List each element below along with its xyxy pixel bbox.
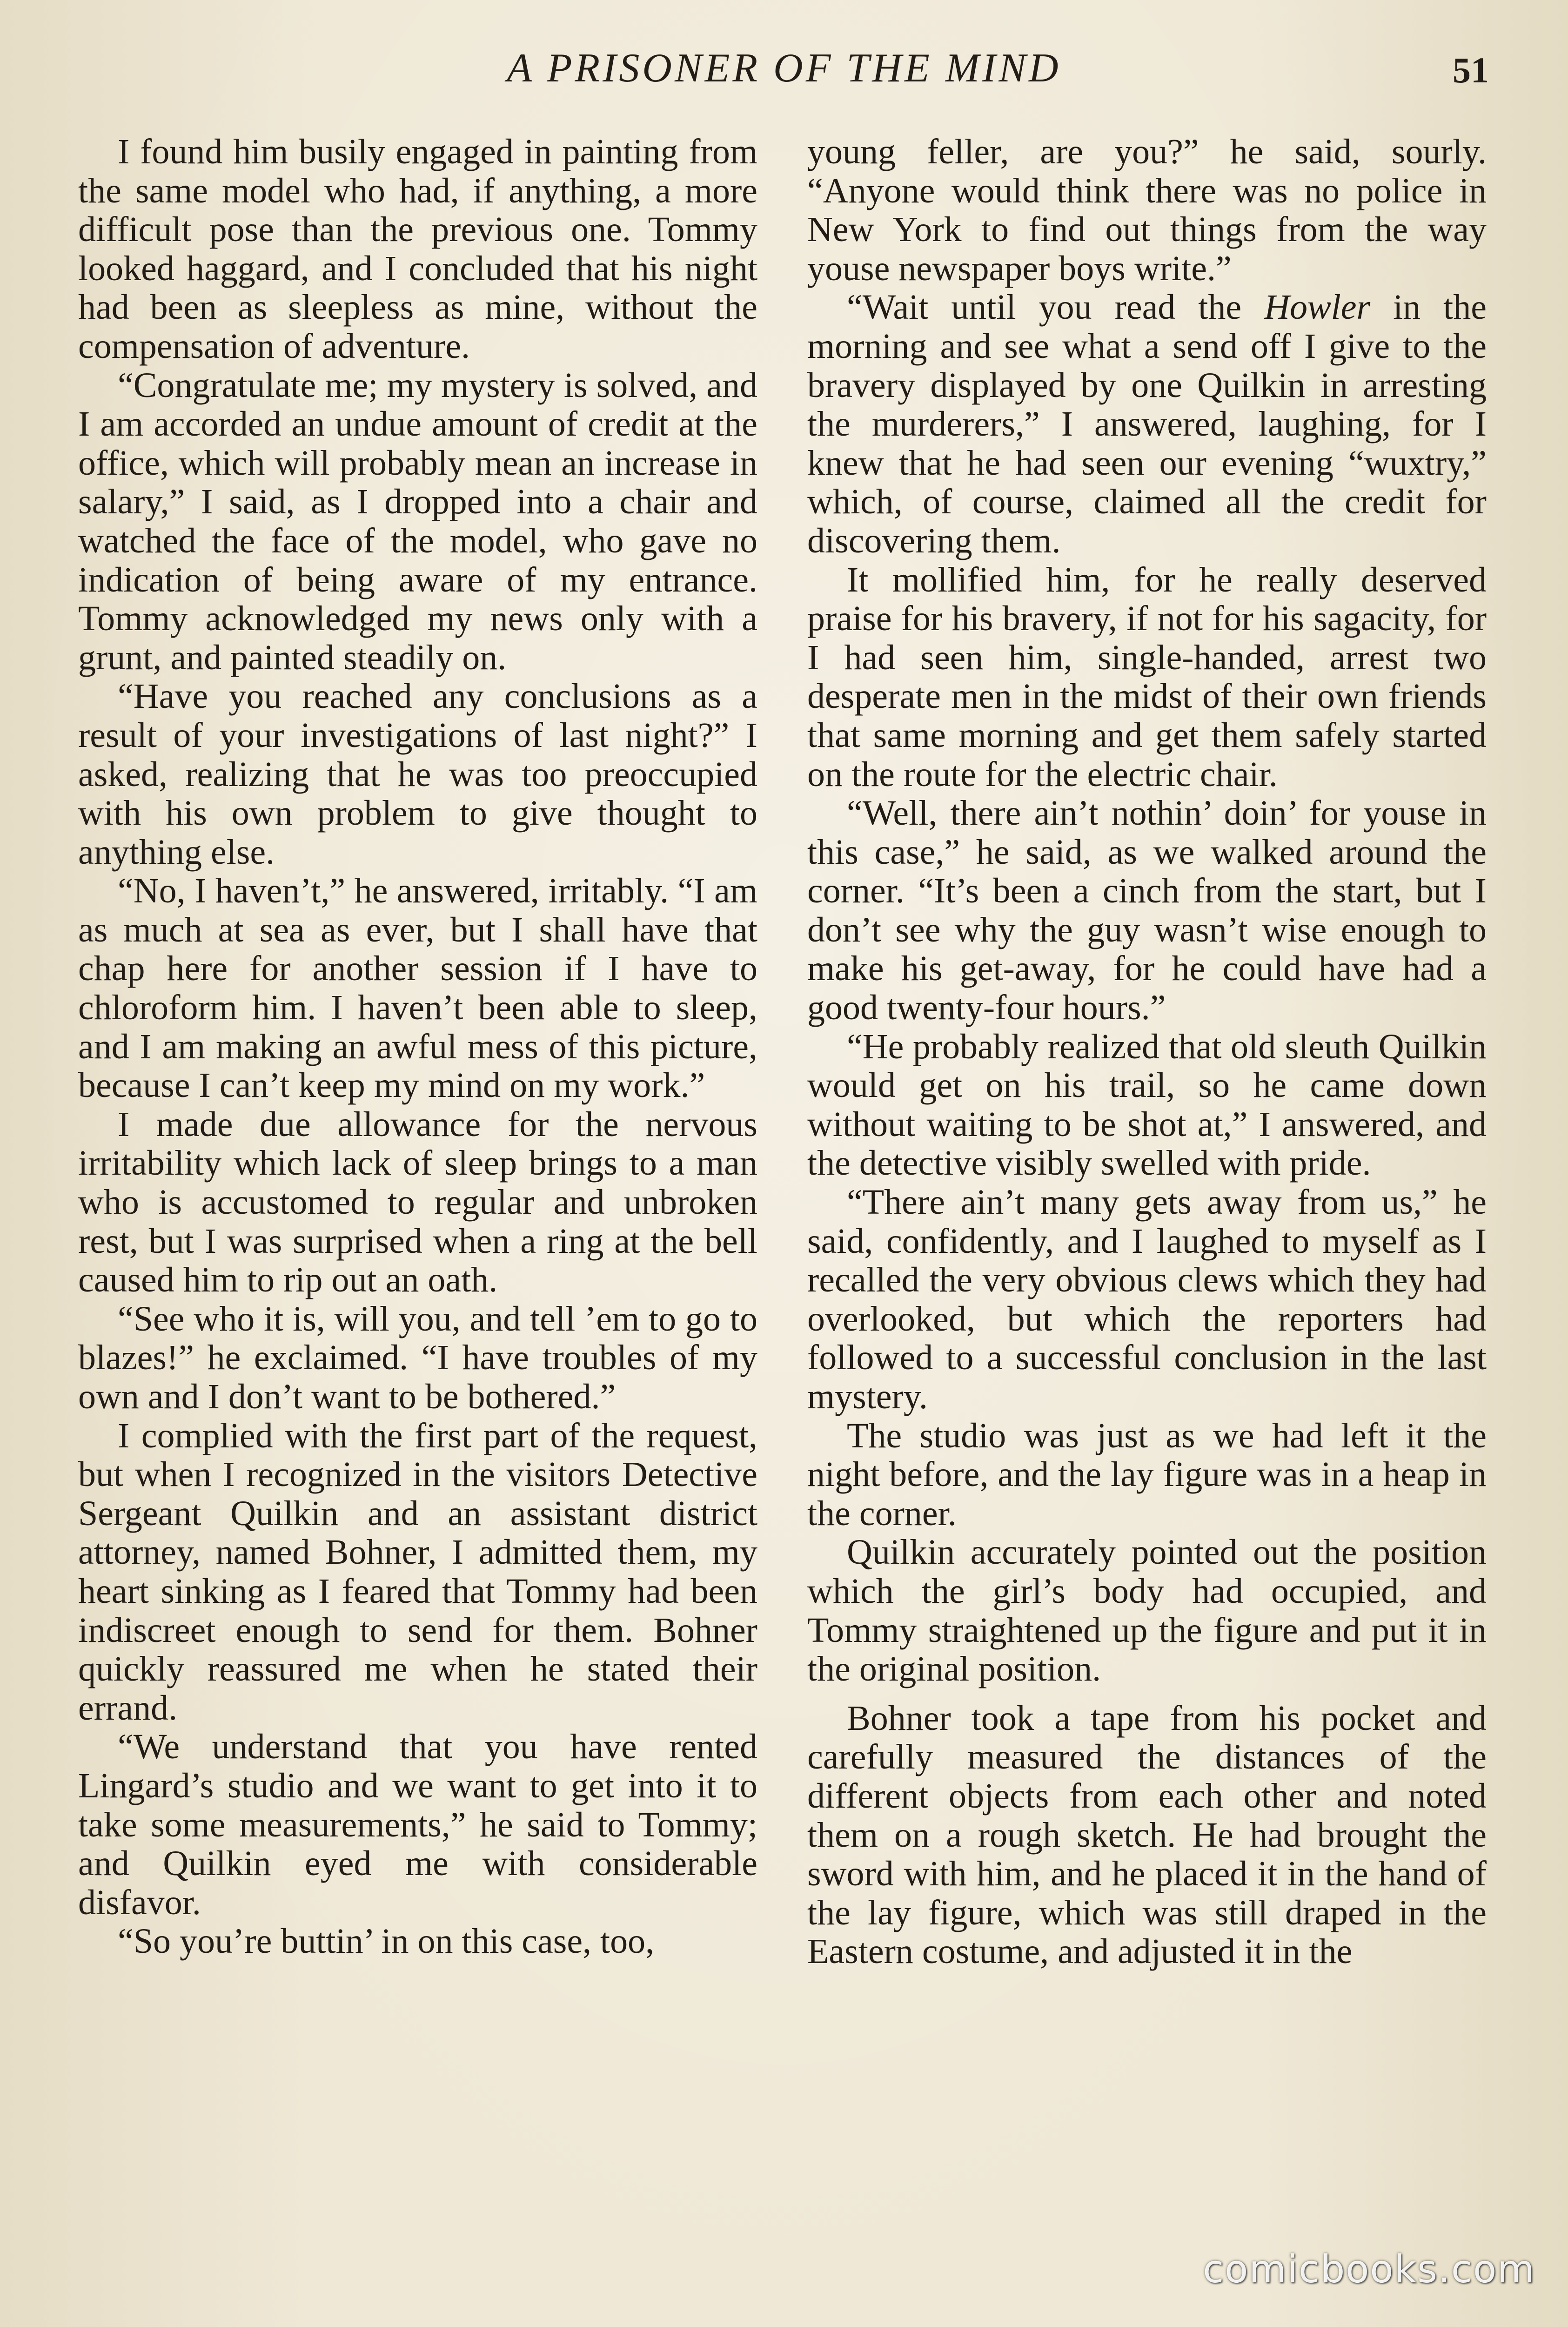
paragraph: “We understand that you have rented Lingard’s studio and we want to get into it to take some measurements,” he said to Tommy; and Quilkin eyed me with considerable disfavor. bbox=[78, 1727, 757, 1922]
paragraph: “Congratulate me; my mystery is solved, and I am accorded an undue amount of credit at the office, which will probably mean an increase in salary,” I said, as I dropped into a chair and watched the face of the model, who gave no indication of being aware of my entrance. Tommy acknowledged my news only with a grunt, and painted steadily on. bbox=[78, 365, 757, 677]
paragraph: I complied with the first part of the request, but when I recognized in the visitors Detective Sergeant Quilkin and an assistant district attorney, named Bohner, I admitted them, my heart sinking as I feared that Tommy had been indiscreet enough to send for them. Bohner quickly reassured me when he stated their errand. bbox=[78, 1416, 757, 1728]
paragraph: “Have you reached any conclusions as a result of your investigations of last night?” I asked, realizing that he was too preoccupied with his own problem to give thought to anything else. bbox=[78, 677, 757, 872]
text-run: “Wait until you read the bbox=[847, 288, 1265, 327]
paragraph: Quilkin accurately pointed out the position which the girl’s body had occupied, and Tommy straightened up the figure and put it in the original position. bbox=[807, 1533, 1487, 1689]
paragraph: “He probably realized that old sleuth Quilkin would get on his trail, so he came down without waiting to be shot at,” I answered, and the detective visibly swelled with pride. bbox=[807, 1027, 1487, 1183]
right-column bbox=[807, 133, 1487, 1971]
paragraph: young feller, are you?” he said, sourly. “Anyone would think there was no police in New York to find out things from the way youse newspaper boys write.” bbox=[807, 132, 1487, 288]
running-title: A PRISONER OF THE MIND bbox=[507, 46, 1061, 91]
paragraph: The studio was just as we had left it the night before, and the lay figure was in a heap in the corner. bbox=[807, 1416, 1487, 1533]
newspaper-name: Howler bbox=[1264, 288, 1371, 327]
watermark: comicbooks.com bbox=[1203, 2247, 1535, 2292]
paragraph: It mollified him, for he really deserved praise for his bravery, if not for his sagacity, for I had seen him, single-handed, arrest two desperate men in the midst of their own friends that same morning and get them safely started on the route for the electric chair. bbox=[807, 560, 1487, 794]
paragraph: “See who it is, will you, and tell ’em to go to blazes!” he exclaimed. “I have troubles of my own and I don’t want to be bothered.” bbox=[78, 1299, 757, 1416]
text-run: in the morning and see what a send off I give to the bravery displayed by one Quilkin in arresting the murderers,” I answered, laughing, for I knew that he had seen our evening “wuxtry,” which, of course, claimed all the credit for discovering them. bbox=[807, 288, 1487, 560]
paragraph: “Well, there ain’t nothin’ doin’ for youse in this case,” he said, as we walked around the corner. “It’s been a cinch from the start, but I don’t see why the guy wasn’t wise enough to make his get-away, for he could have had a good twenty-four hours.” bbox=[807, 794, 1487, 1028]
paragraph: Bohner took a tape from his pocket and carefully measured the distances of the different objects from each other and noted them on a rough sketch. He had brought the sword with him, and he placed it in the hand of the lay figure, which was still draped in the Eastern costume, and adjusted it in the bbox=[807, 1698, 1487, 1971]
paragraph: “No, I haven’t,” he answered, irritably. “I am as much at sea as ever, but I shall have that chap here for another session if I have to chloroform him. I haven’t been able to sleep, and I am making an awful mess of this picture, because I can’t keep my mind on my work.” bbox=[78, 871, 757, 1105]
paragraph: “There ain’t many gets away from us,” he said, confidently, and I laughed to myself as I recalled the very obvious clews which they had overlooked, but which the reporters had followed to a successful conclusion in the last mystery. bbox=[807, 1183, 1487, 1416]
paragraph: I found him busily engaged in painting from the same model who had, if anything, a more difficult pose than the previous one. Tommy looked haggard, and I concluded that his night had been as sleepless as mine, without the compensation of adventure. bbox=[78, 132, 757, 366]
paragraph: “So you’re buttin’ in on this case, too, bbox=[118, 1922, 655, 1961]
left-column bbox=[78, 133, 757, 1961]
paragraph: I made due allowance for the nervous irritability which lack of sleep brings to a man who is accustomed to regular and unbroken rest, but I was surprised when a ring at the bell caused him to rip out an oath. bbox=[78, 1104, 757, 1300]
page-header bbox=[79, 43, 1489, 94]
paragraph bbox=[807, 288, 1487, 560]
page-number: 51 bbox=[1453, 50, 1489, 90]
